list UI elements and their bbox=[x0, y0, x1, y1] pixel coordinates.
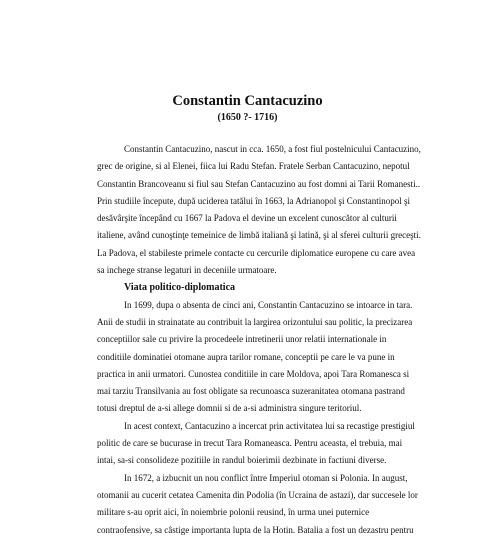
body-line: totusi dreptul de a-si allege domnii si de a-si administra singure teritoriul. bbox=[97, 403, 362, 414]
body-line: conceptiilor sale cu privire la procedeele intretinerii unor relatii internationale in bbox=[97, 334, 387, 345]
body-line: contraofensive, sa câstige importanta lupta de la Hotin. Batalia a fost un dezastru pentru bbox=[97, 524, 414, 535]
body-line: In acest context, Cantacuzino a incercat prin activitatea lui sa recastige prestigiul bbox=[124, 420, 415, 431]
body-line: conditiile dominatiei otomane aupra tarilor romane, conceptii pe care le va pune in bbox=[97, 351, 395, 362]
body-line: sa inchege stranse legaturi in deceniile urmatoare. bbox=[97, 265, 277, 276]
document-subtitle: (1650 ?- 1716) bbox=[217, 112, 278, 123]
body-line: practica in anii urmatori. Cunostea conditiile in care Moldova, apoi Tara Romanesca si bbox=[97, 368, 410, 379]
body-line: Constantin Cantacuzino, nascut in cca. 1650, a fost fiul postelnicului Cantacuzino, bbox=[124, 144, 421, 154]
document-title: Constantin Cantacuzino bbox=[172, 93, 323, 109]
section-heading: Viata politico-diplomatica bbox=[124, 282, 236, 294]
body-line: grec de origine, si al Elenei, fiica lui Radu Stefan. Fratele Serban Cantacuzino, nepotul bbox=[97, 161, 410, 172]
document-body bbox=[97, 141, 425, 539]
body-line: Anii de studii in strainatate au contribuit la largirea orizontului sau politic, la precizarea bbox=[97, 316, 413, 327]
body-line: italiene, având cunoştinţe temeinice de limbă italiană şi latină, şi al sferei culturii greceşti. bbox=[97, 230, 421, 241]
body-line: otomanii au cucerit cetatea Camenita din Podolia (în Ucraina de astazi), dar succesele lor bbox=[97, 489, 418, 500]
body-line: intai, sa-si consolideze pozitiile in randul boierimii dezbinate in factiuni diverse. bbox=[97, 455, 387, 466]
body-line: mai tarziu Transilvania au fost obligate sa recunoasca suzeranitatea otomana pastrand bbox=[97, 386, 405, 397]
body-line: In 1699, dupa o absenta de cinci ani, Constantin Cantacuzino se intoarce in tara. bbox=[124, 299, 413, 310]
body-line: La Padova, el stabileste primele contacte cu cercurile diplomatice europene cu care avea bbox=[97, 247, 416, 258]
body-line: militare s-au oprit aici, în noiembrie polonii reusind, în urma unei puternice bbox=[97, 507, 370, 518]
body-line: In 1672, a izbucnit un nou conflict între Imperiul otoman si Polonia. In august, bbox=[124, 472, 408, 483]
body-line: politic de care se bucurase in trecut Tara Romaneasca. Pentru aceasta, el trebuia, mai bbox=[97, 438, 403, 449]
body-line: desăvârşite începând cu 1667 la Padova el devine un excelent cunoscător al culturii bbox=[97, 213, 397, 224]
body-line: Prin studiile începute, după uciderea tatălui în 1663, la Adrianopol şi Constantinopol şi bbox=[97, 195, 410, 206]
body-line: Constantin Brancoveanu si fiul sau Stefan Cantacuzino au fost domni ai Tarii Romanesti.. bbox=[97, 178, 421, 189]
